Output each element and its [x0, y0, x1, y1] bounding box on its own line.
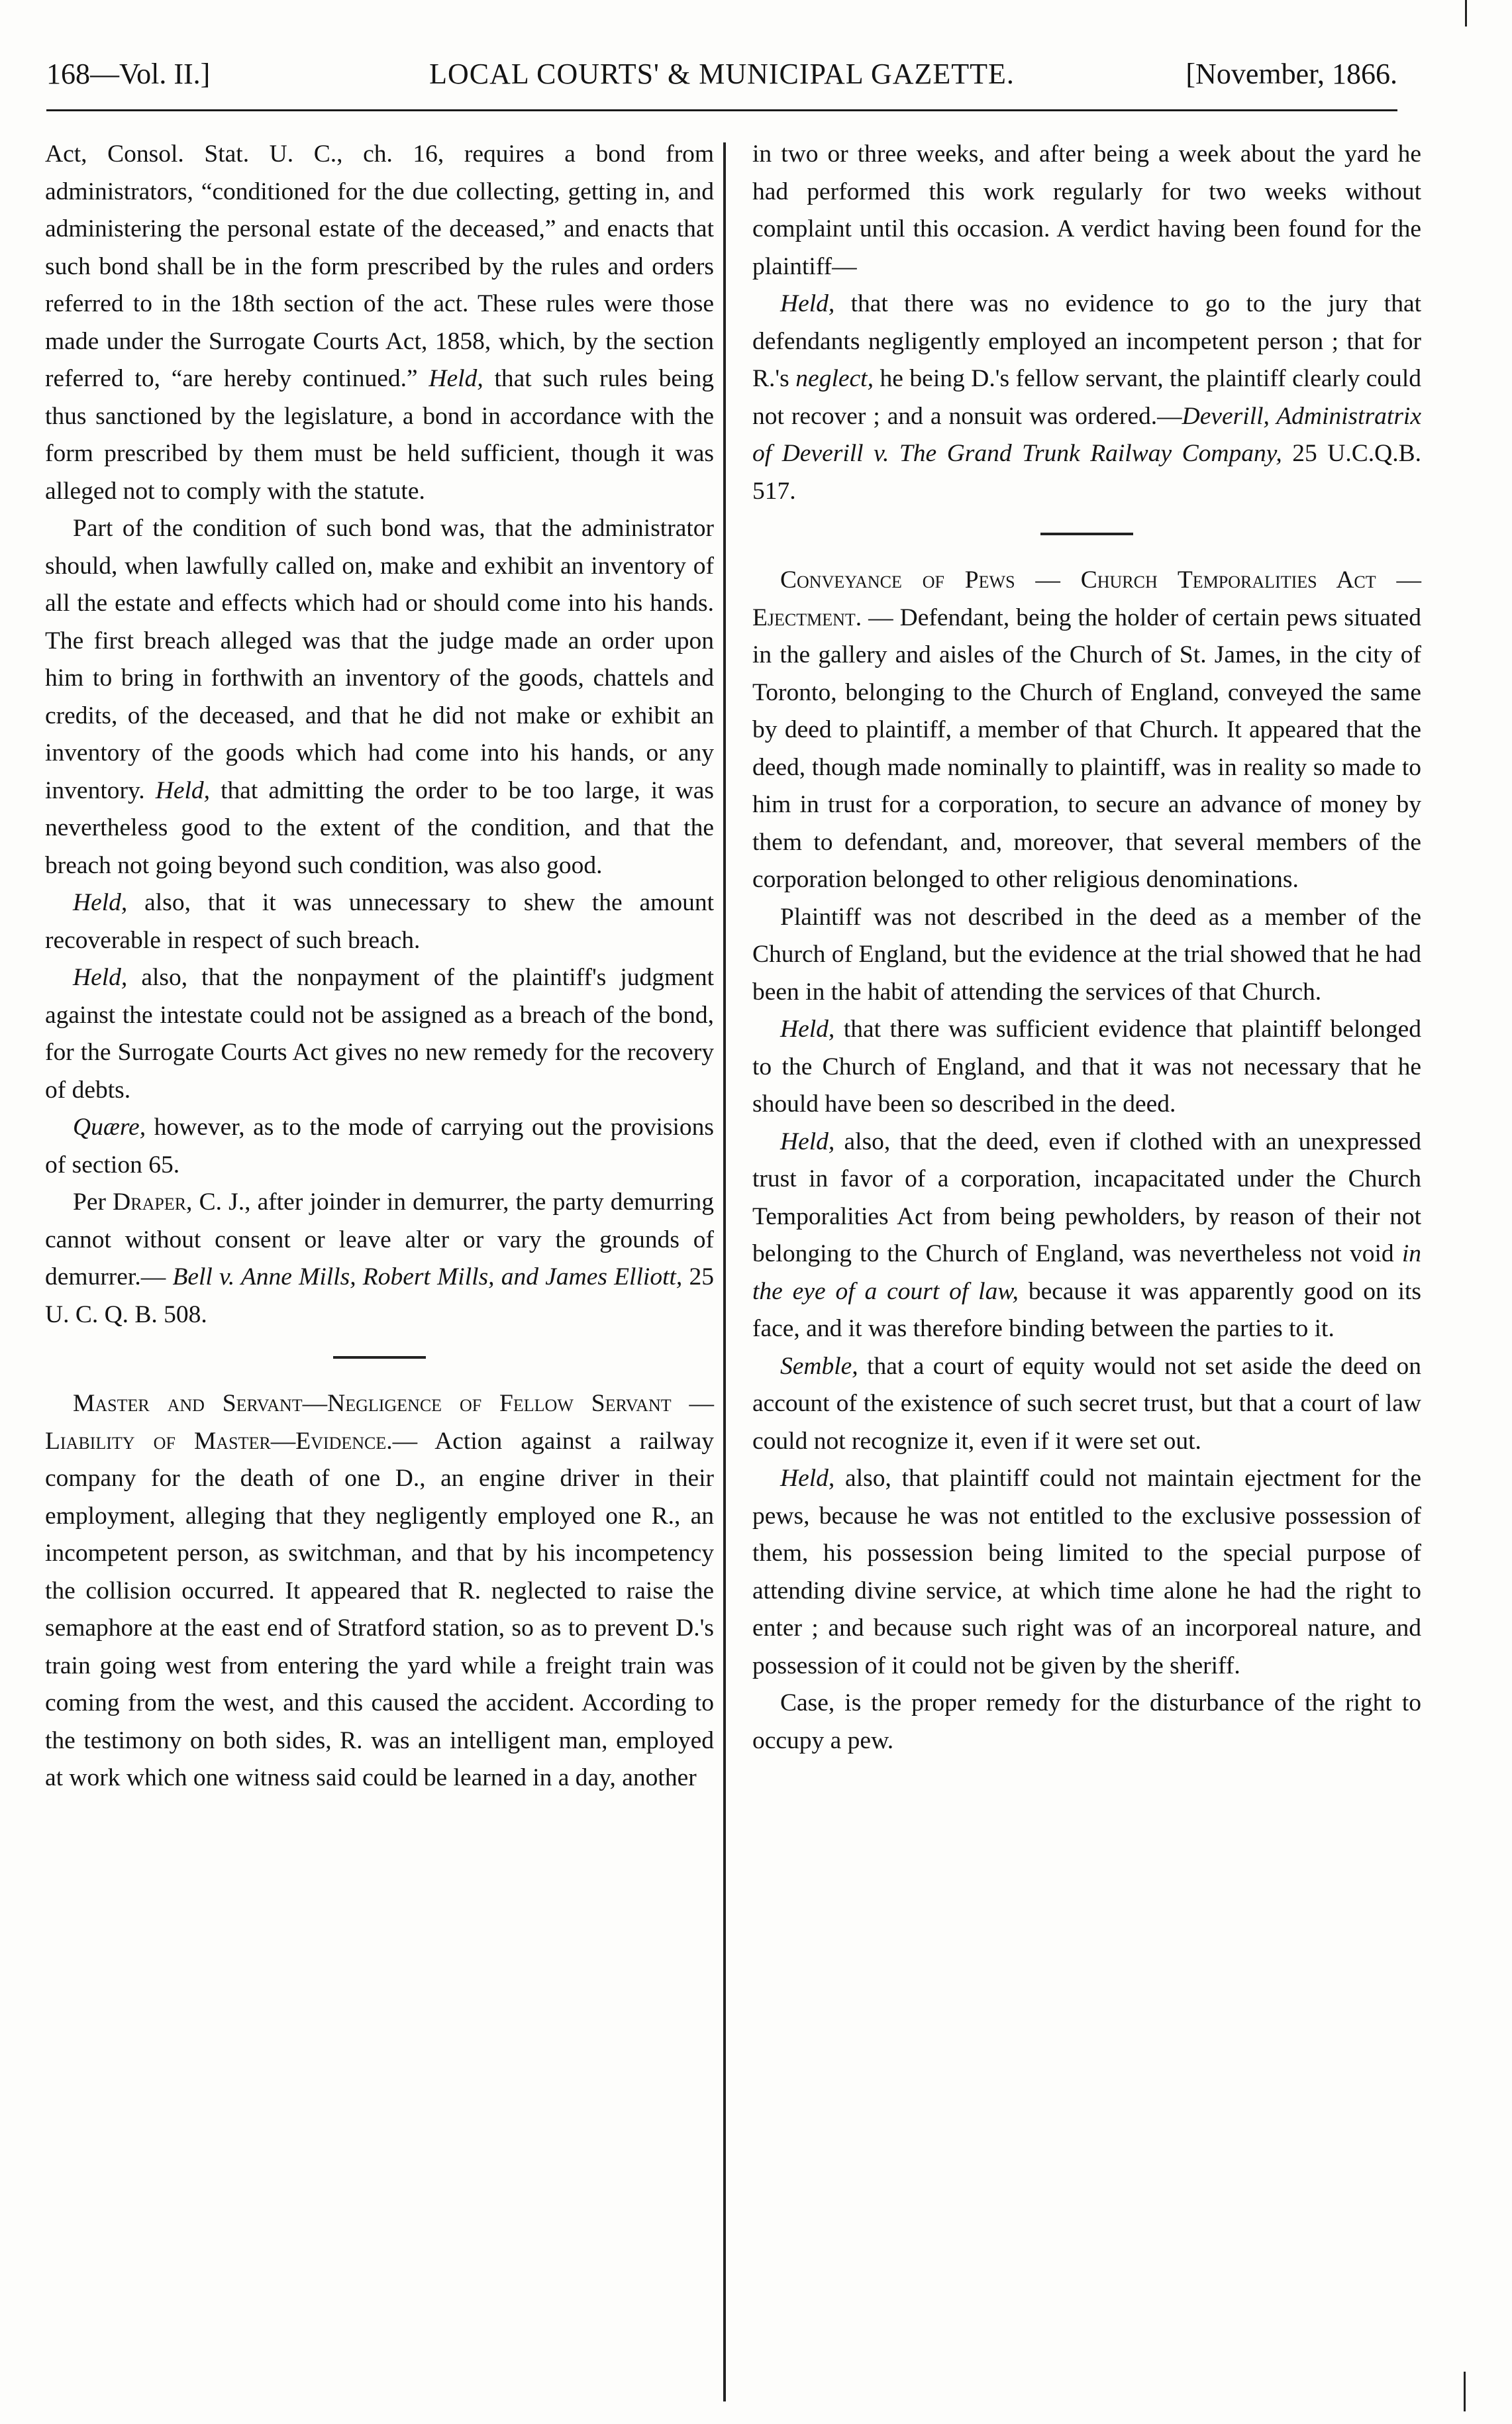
edge-mark-top [1465, 0, 1467, 26]
paragraph [752, 1685, 1421, 1760]
edge-mark-bottom [1464, 2372, 1466, 2411]
body-text: that there was no evidence to go to the jury that defendants negligently employed an incompetent person ; that for R.'s [752, 290, 1422, 392]
body-text: Part of the condition of such bond was, that the administrator should, when lawfully called on, make and exhibit an inventory of all the estate and effects which had or should come into his hands. The first breach alleged was that the judge made an order upon him to bring in forthwith an inventory of the goods, chattels and credits, of the deceased, and that he did not make or exhibit an inventory of the goods which had come into his hands, or any inventory. [45, 515, 714, 804]
issue-date: [November, 1866. [1185, 58, 1397, 90]
case-citation: 25 U. C. Q. B. 508. [45, 1263, 714, 1328]
paragraph [752, 1124, 1421, 1348]
case-name: Bell v. Anne Mills, Robert Mills, and James Elliott, [172, 1263, 683, 1291]
held-label: Held, [780, 1016, 835, 1043]
paragraph [752, 1460, 1421, 1685]
body-text: in two or three weeks, and after being a week about the yard he had performed this work regularly for two weeks without complaint until this occasion. A verdict having been found for the plaintiff— [752, 140, 1421, 280]
body-text: Act, Consol. Stat. U. C., ch. 16, requires a bond from administrators, “conditioned for the due collecting, getting in, and administering the personal estate of the deceased,” and enacts that such bond shall be in the form prescribed by the rules and orders referred to in the 18th section of the act. These rules were those made under the Surrogate Courts Act, 1858, which, by the section referred to, “are hereby continued.” [45, 140, 714, 392]
page-volume-label: 168—Vol. II.] [46, 58, 211, 90]
body-text: Action against a railway company for the death of one D., an engine driver in their employment, alleging that they negligently employed one R., an incompetent person, as switchman, and that by his incompetency the collision occurred. It appeared that R. neglected to raise the semaphore at the east end of Stratford station, so as to prevent D.'s train going west from entering the yard while a freight train was coming from the west, and this caused the accident. According to the testimony on both sides, R. was an intelligent man, employed at work which one witness said could be learned in a day, another [45, 1427, 714, 1791]
body-text: , C. J., after joinder in demurrer, the party demurring cannot without consent or leave alter or vary the grounds of demurrer.— [45, 1188, 714, 1291]
case-name: Deverill, Administratrix of Deverill v. The Grand Trunk Railway Company, [752, 402, 1421, 467]
case-citation: 25 U.C.Q.B. 517. [752, 440, 1421, 505]
body-text: also, that the nonpayment of the plaintiff's judgment against the intestate could not be assigned as a breach of the bond, for the Surrogate Courts Act gives no new remedy for the recovery of debts. [45, 964, 714, 1104]
held-label: Held, [155, 776, 211, 804]
body-text: that such rules being thus sanctioned by the legislature, a bond in accordance with the form prescribed by them must be held sufficient, though it was alleged not to comply with the statute. [45, 365, 714, 505]
paragraph [752, 286, 1421, 510]
column-divider [723, 142, 726, 2401]
publication-title: LOCAL COURTS' & MUNICIPAL GAZETTE. [429, 58, 1015, 90]
paragraph [45, 1184, 714, 1334]
case-heading: Conveyance of Pews — Church Temporalities Act — Ejectment. — [752, 566, 1421, 631]
judge-name: Draper [113, 1188, 187, 1216]
paragraph [752, 1011, 1421, 1124]
body-text: also, that plaintiff could not maintain ejectment for the pews, because he was not entitled to the exclusive possession of them, his possession being limited to the special purpose of attending divine service, at which time alone he had the right to enter ; and because such right was of an incorporeal nature, and possession of it could not be given by the sheriff. [752, 1465, 1421, 1679]
paragraph [752, 136, 1421, 286]
paragraph [45, 136, 714, 510]
case-heading: Master and Servant—Negligence of Fellow Servant — Liability of Master—Evidence.— [45, 1390, 714, 1455]
paragraph [45, 959, 714, 1109]
held-label: Held, [73, 889, 128, 916]
body-text: Per [73, 1188, 106, 1216]
emphasis-text: in the eye of a court of law, [752, 1240, 1422, 1305]
body-text: because it was apparently good on its face, and it was therefore binding between the parties to it. [752, 1277, 1421, 1342]
body-text: that admitting the order to be too large, it was nevertheless good to the extent of the condition, and that the breach not going beyond such condition, was also good. [45, 776, 714, 879]
paragraph [45, 1109, 714, 1184]
held-label: Held, [780, 1128, 835, 1155]
paragraph [45, 1385, 714, 1797]
paragraph [752, 899, 1421, 1012]
body-text: Defendant, being the holder of certain pews situated in the gallery and aisles of the Church of St. James, in the city of Toronto, belonging to the Church of England, conveyed the same by deed to plaintiff, a member of that Church. It appeared that the deed, though made nominally to plaintiff, was in reality so made to him in trust for a corporation, to secure an advance of money by them to defendant, and, moreover, that several members of the corporation belonged to other religious denominations. [752, 604, 1421, 893]
section-separator [333, 1356, 426, 1359]
quaere-label: Quære, [73, 1114, 146, 1141]
body-text: also, that it was unnecessary to shew the amount recoverable in respect of such breach. [45, 889, 714, 954]
paragraph [752, 1348, 1421, 1461]
body-text: Plaintiff was not described in the deed as a member of the Church of England, but the evidence at the trial showed that he had been in the habit of attending the services of that Church. [752, 903, 1421, 1006]
held-label: Held, [428, 365, 483, 392]
right-column [752, 136, 1421, 1760]
emphasis-text: neglect, [795, 365, 874, 392]
header-rule [46, 109, 1397, 111]
semble-label: Semble, [780, 1352, 858, 1380]
body-text: also, that the deed, even if clothed with an unexpressed trust in favor of a corporation, incapacitated under the Church Temporalities Act from being pewholders, by reason of their not belonging to the Church of England, was nevertheless not void [752, 1128, 1422, 1267]
section-separator [1040, 533, 1133, 535]
left-column [45, 136, 714, 1797]
held-label: Held, [780, 290, 835, 317]
paragraph [45, 884, 714, 959]
held-label: Held, [780, 1465, 835, 1492]
body-text: that a court of equity would not set aside the deed on account of the existence of such secret trust, but that a court of law could not recognize it, even if it were set out. [752, 1352, 1422, 1455]
running-header [46, 48, 1397, 101]
body-text: however, as to the mode of carrying out the provisions of section 65. [45, 1114, 714, 1179]
body-text: Case, is the proper remedy for the disturbance of the right to occupy a pew. [752, 1689, 1421, 1754]
paragraph [752, 562, 1421, 899]
held-label: Held, [73, 964, 128, 991]
body-text: he being D.'s fellow servant, the plaintiff clearly could not recover ; and a nonsuit was ordered.— [752, 365, 1422, 430]
body-text: that there was sufficient evidence that plaintiff belonged to the Church of England, and that it was not necessary that he should have been so described in the deed. [752, 1016, 1422, 1118]
paragraph [45, 510, 714, 884]
